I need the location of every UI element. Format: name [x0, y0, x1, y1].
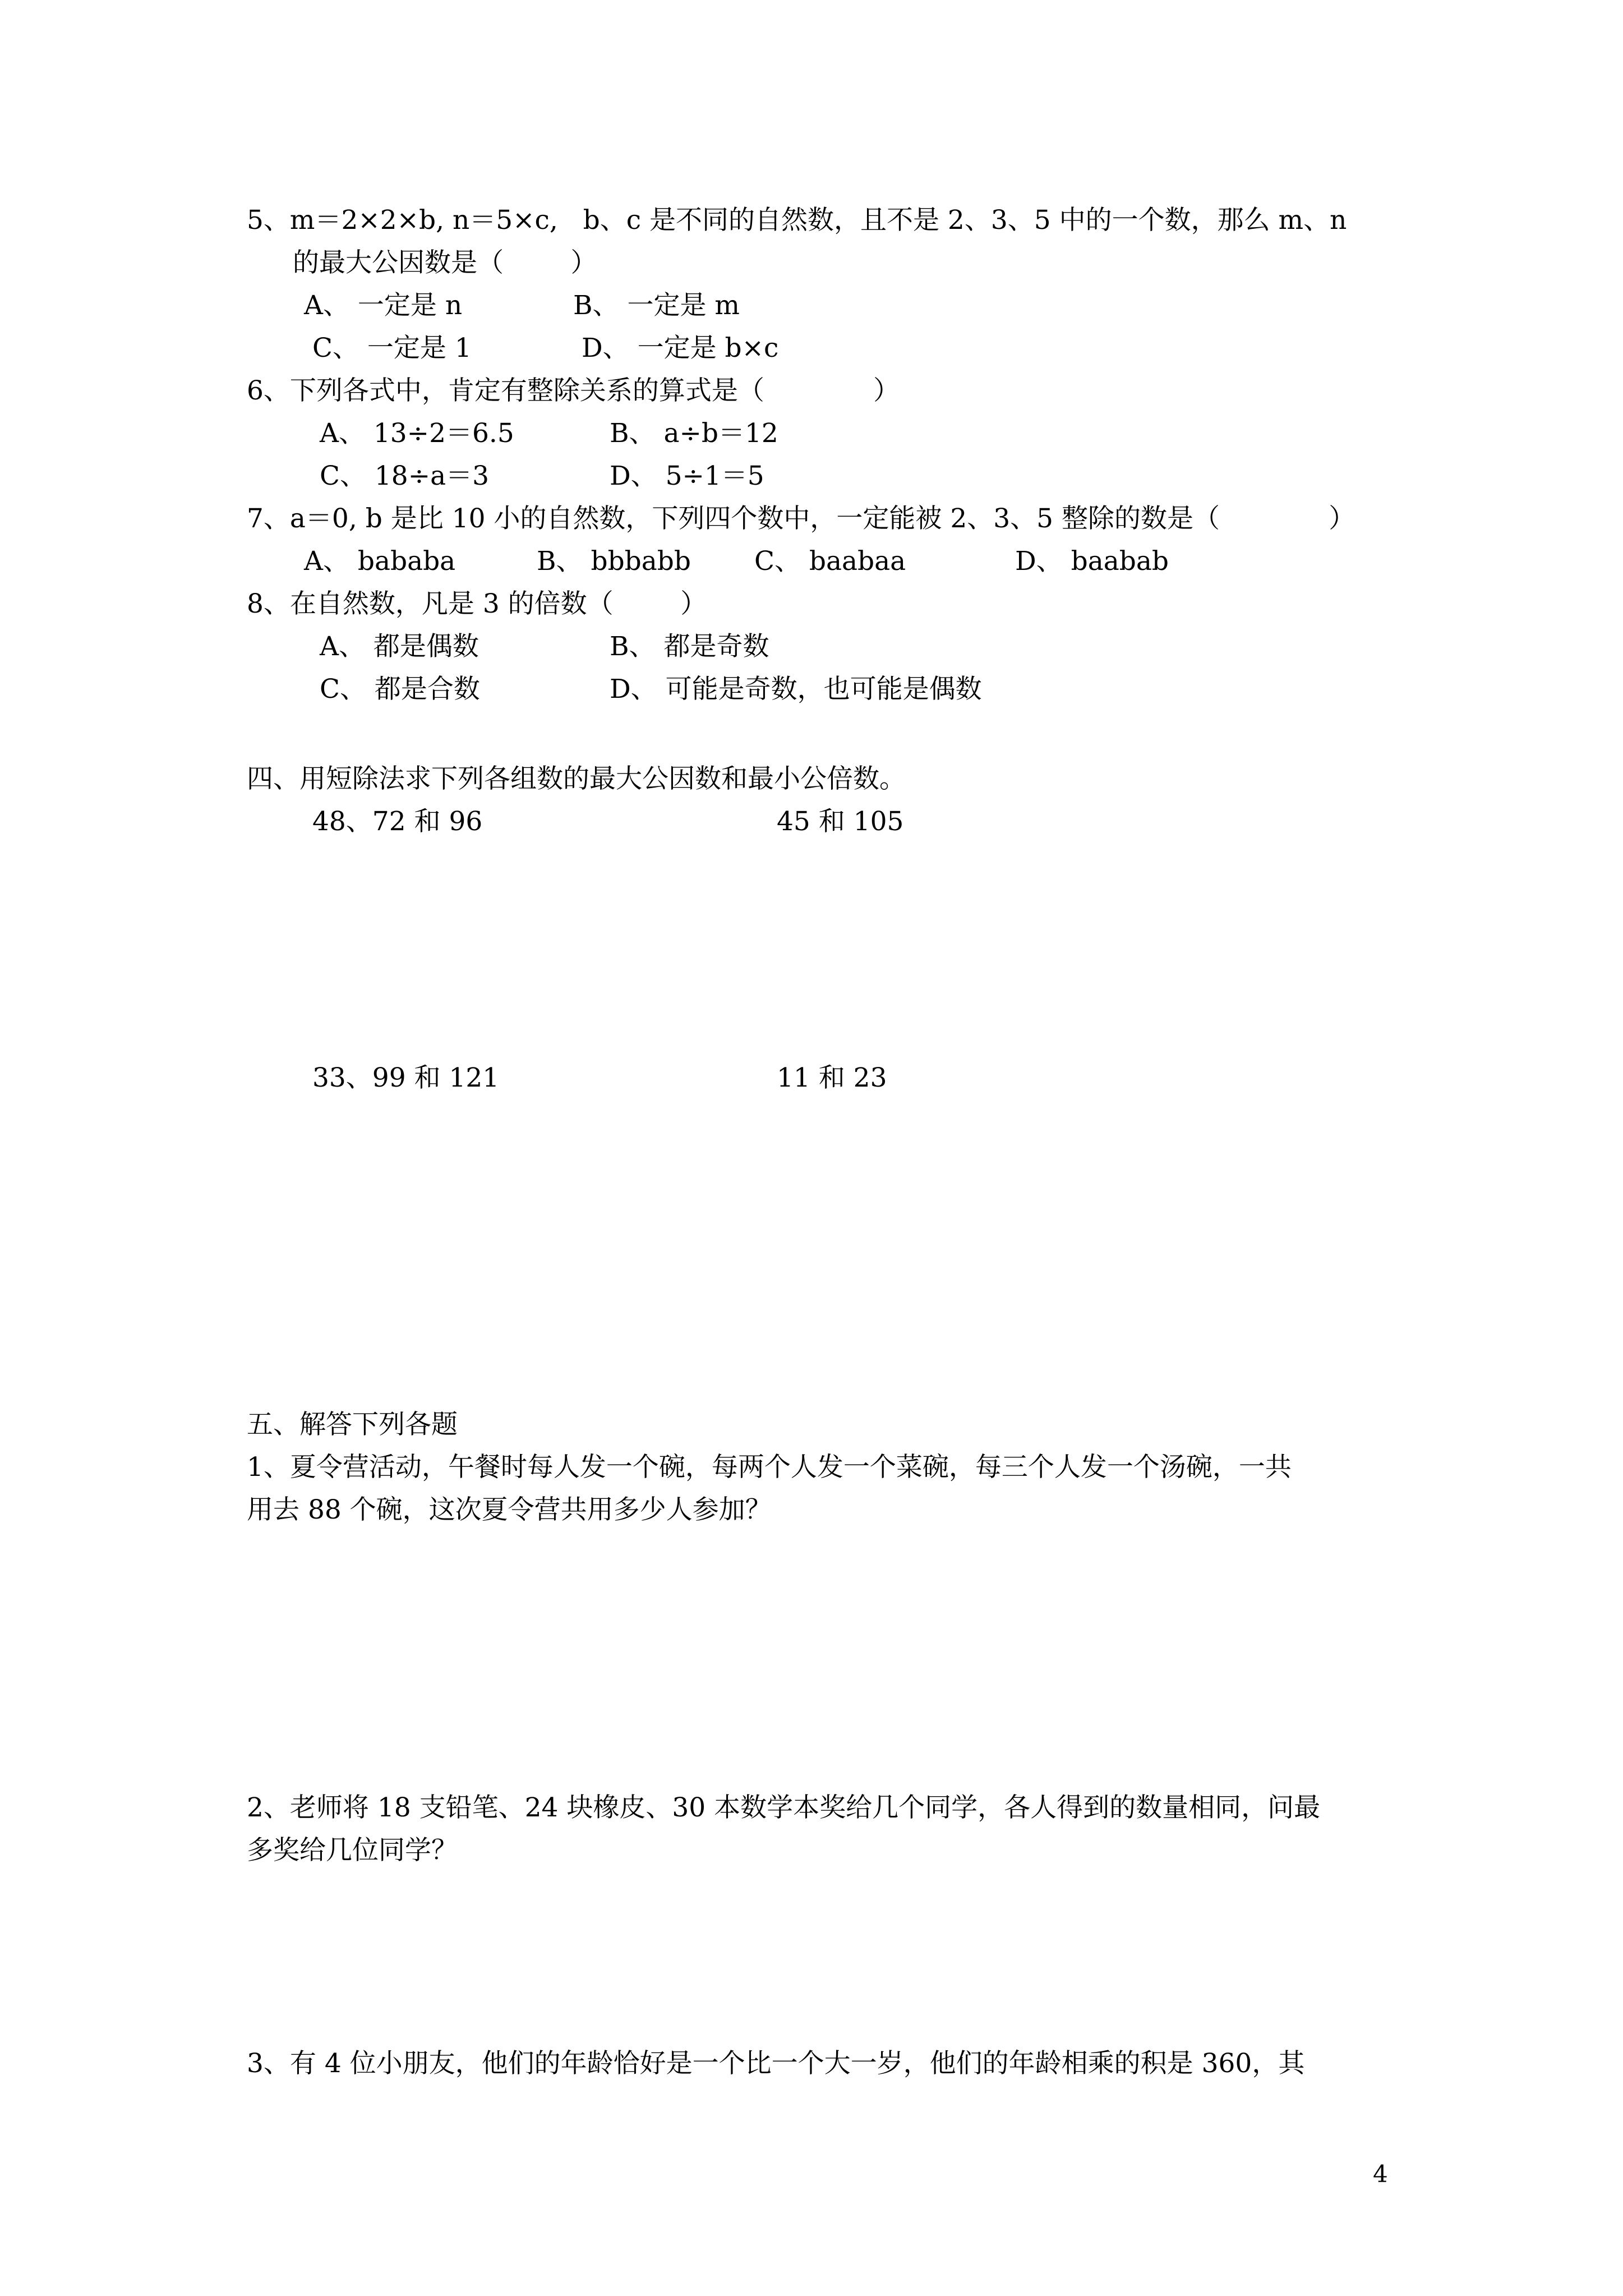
- q7-option-c: C、 baabaa: [754, 546, 906, 577]
- q8-option-b: B、 都是奇数: [610, 631, 769, 662]
- q7-stem: 7、a＝0, b 是比 10 小的自然数，下列四个数中，一定能被 2、3、5 整除的数是（ ）: [247, 503, 1355, 534]
- q7-option-d: D、 baabab: [1015, 546, 1169, 577]
- problem-3-line1: 3、有 4 位小朋友，他们的年龄恰好是一个比一个大一岁，他们的年龄相乘的积是 360，其: [247, 2048, 1305, 2079]
- problem-2-line2: 多奖给几位同学？: [247, 1835, 458, 1866]
- q5-option-d: D、 一定是 b×c: [582, 333, 779, 364]
- q8-option-c: C、 都是合数: [320, 674, 480, 705]
- q5-option-a: A、 一定是 n: [304, 290, 463, 321]
- section4-group-1: 48、72 和 96: [312, 806, 483, 837]
- section4-group-4: 11 和 23: [777, 1062, 887, 1093]
- q5-stem-line2: 的最大公因数是（ ）: [293, 247, 597, 278]
- section4-heading: 四、用短除法求下列各组数的最大公因数和最小公倍数。: [247, 763, 906, 794]
- page-number: 4: [1373, 2160, 1388, 2188]
- section4-group-3: 33、99 和 121: [312, 1062, 500, 1093]
- q6-option-b: B、 a÷b＝12: [610, 418, 778, 449]
- q6-stem: 6、下列各式中，肯定有整除关系的算式是（ ）: [247, 375, 900, 406]
- problem-1-line2: 用去 88 个碗，这次夏令营共用多少人参加？: [247, 1494, 772, 1525]
- q5-option-b: B、 一定是 m: [573, 290, 740, 321]
- section5-heading: 五、解答下列各题: [247, 1409, 458, 1440]
- q6-option-c: C、 18÷a＝3: [320, 461, 490, 491]
- problem-2-line1: 2、老师将 18 支铅笔、24 块橡皮、30 本数学本奖给几个同学，各人得到的数量相同，问最: [247, 1792, 1321, 1823]
- q6-option-a: A、 13÷2＝6.5: [320, 418, 514, 449]
- q8-option-d: D、 可能是奇数，也可能是偶数: [610, 674, 982, 705]
- problem-1-line1: 1、夏令营活动，午餐时每人发一个碗，每两个人发一个菜碗，每三个人发一个汤碗，一共: [247, 1452, 1292, 1483]
- q5-stem-line1: 5、m＝2×2×b, n＝5×c, b、c 是不同的自然数，且不是 2、3、5 中的一个数，那么 m、n: [247, 205, 1347, 236]
- q5-option-c: C、 一定是 1: [312, 333, 472, 364]
- q7-option-a: A、 bababa: [304, 546, 456, 577]
- q8-stem: 8、在自然数，凡是 3 的倍数（ ）: [247, 588, 707, 619]
- q8-option-a: A、 都是偶数: [320, 631, 479, 662]
- q6-option-d: D、 5÷1＝5: [610, 461, 764, 491]
- section4-group-2: 45 和 105: [777, 806, 904, 837]
- q7-option-b: B、 bbbabb: [537, 546, 691, 577]
